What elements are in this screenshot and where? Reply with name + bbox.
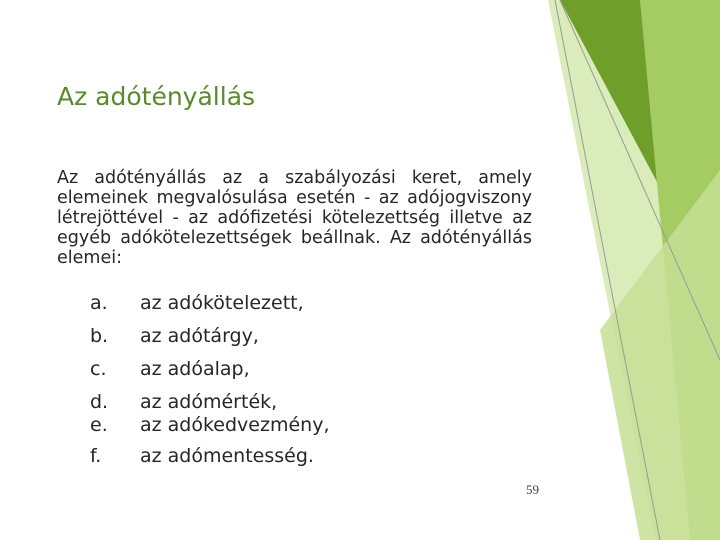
list-item-text: az adókedvezmény, <box>140 414 330 436</box>
list-item-text: az adóalap, <box>140 358 250 380</box>
page-number: 59 <box>526 482 539 497</box>
list-marker: f. <box>90 445 102 467</box>
list-marker: b. <box>90 325 109 347</box>
list-item-text: az adómérték, <box>140 391 278 413</box>
slide-title: Az adótényállás <box>57 82 256 111</box>
definition-paragraph: Az adótényállás az a szabályozási keret, amely elemeinek megvalósulása esetén - az adójogviszony létrejöttével - az adófizetési kötelezettség illetve az egyéb adókötelezettségek beállnak. Az adótényállás elemei: <box>57 168 532 268</box>
list-item-text: az adómentesség. <box>140 445 314 467</box>
list-marker: e. <box>90 414 108 436</box>
list-marker: a. <box>90 292 108 314</box>
list-marker: c. <box>90 358 107 380</box>
list-marker: d. <box>90 391 109 413</box>
list-item-text: az adókötelezett, <box>140 292 304 314</box>
list-item-text: az adótárgy, <box>140 325 259 347</box>
